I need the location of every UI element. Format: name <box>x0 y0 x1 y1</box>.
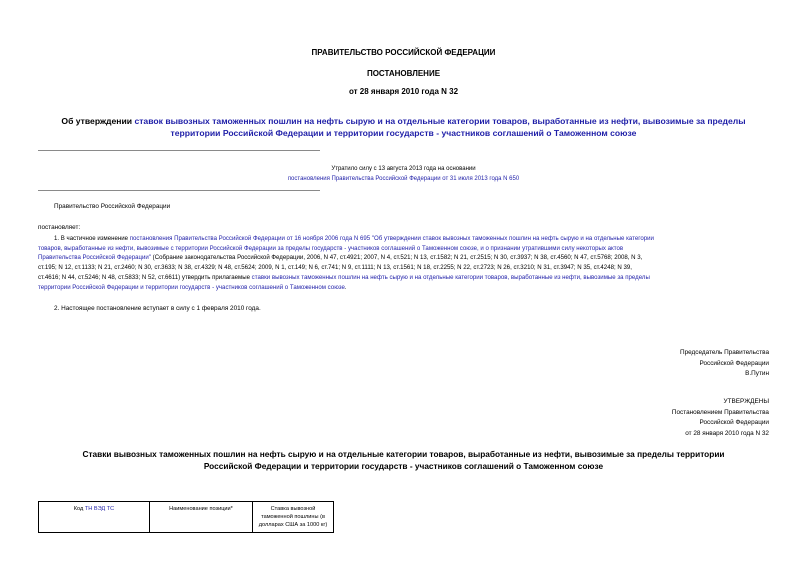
tn-ved-link[interactable]: ТН ВЭД ТС <box>84 506 115 512</box>
item-1-end: . <box>344 283 347 291</box>
item-1-link-part3[interactable]: Правительства Российской Федерации" <box>38 254 151 262</box>
col-header-code <box>39 502 150 533</box>
title-link-part1[interactable]: ставок вывозных таможенных пошлин на нефть сырую и на отдельные категории товаров, выработанные из нефти, вывозимые за пределы <box>134 116 746 126</box>
document-title <box>0 115 807 139</box>
item-1-link-part1[interactable]: постановления Правительства Российской Федерации от 16 ноября 2006 года N 695 "Об утверждении ставок вывозных таможенных пошлин на нефть сырую и на отдельные категории <box>129 235 654 242</box>
signature-country: Российской Федерации <box>699 359 769 367</box>
item-1-paragraph <box>38 234 769 292</box>
item-1-link-part2[interactable]: товаров, выработанные из нефти, вывозимые с территории Российской Федерации за пределы государств - участников соглашений о Таможенном союзе, и о признании утратившими силу некоторых актов <box>38 244 624 252</box>
col-header-code-prefix: Код <box>73 506 85 512</box>
item-1-citation-line5: ст.4616; N 44, ст.5246; N 48, ст.5833; N 52, ст.6611) утвердить прилагаемые <box>38 273 252 281</box>
validity-note <box>0 165 807 184</box>
approval-heading: УТВЕРЖДЕНЫ <box>723 398 769 405</box>
approval-authority: Постановлением Правительства <box>671 408 769 416</box>
decrees-word: постановляет: <box>38 224 81 231</box>
rates-table <box>38 501 334 533</box>
item-1-lead: 1. В частичное изменение <box>54 235 130 242</box>
approval-country: Российской Федерации <box>699 419 769 426</box>
col-header-name: Наименование позиции* <box>150 502 253 533</box>
table-header-row <box>39 502 334 533</box>
annex-title <box>0 448 807 472</box>
signature-name: В.Путин <box>745 370 769 377</box>
item-1-rates-link-part2[interactable]: территории Российской Федерации и территории государств - участников соглашений о Таможенном союзе <box>38 283 345 291</box>
col-header-rate: Ставка вывозной таможенной пошлины (в долларах США за 1000 кг) <box>253 502 334 533</box>
validity-note-line1: Утратило силу с 13 августа 2013 года на основании <box>331 166 476 172</box>
approval-block <box>672 397 769 439</box>
title-link-part2[interactable]: территории Российской Федерации и территории государств - участников соглашений о Таможенном союзе <box>170 128 637 138</box>
item-1-rates-link-part1[interactable]: ставки вывозных таможенных пошлин на нефть сырую и на отдельные категории товаров, выработанные из нефти, вывозимые за пределы <box>251 273 650 281</box>
signature-position: Председатель Правительства <box>680 349 769 356</box>
item-2-paragraph: 2. Настоящее постановление вступает в силу с 1 февраля 2010 года. <box>54 305 261 312</box>
annex-title-line2: Российской Федерации и территории государств - участников соглашений о Таможенном союзе <box>203 461 604 471</box>
annex-title-line1: Ставки вывозных таможенных пошлин на нефть сырую и на отдельные категории товаров, выработанные из нефти, вывозимые за пределы территории <box>82 449 725 459</box>
item-1-citation-start: (Собрание законодательства Российской Федерации, 2006, N 47, ст.4921; 2007, N 4, ст.521; N 13, ст.1582; N 21, ст.2515; N 30, ст.3937; N 38, ст.4560; N 47, ст.5768; 2008, N 3, <box>150 254 643 262</box>
government-name: ПРАВИТЕЛЬСТВО РОССИЙСКОЙ ФЕДЕРАЦИИ <box>311 48 496 57</box>
title-prefix: Об утверждении <box>61 116 135 126</box>
validity-note-link[interactable]: постановления Правительства Российской Федерации от 31 июля 2013 года N 650 <box>287 175 520 182</box>
issuer: Правительство Российской Федерации <box>54 203 171 210</box>
item-1-citation-line4: ст.195; N 12, ст.1133; N 21, ст.2460; N 30, ст.3633; N 38, ст.4329; N 48, ст.5624; 2009, N 1, ст.149; N 6, ст.741; N 9, ст.1111; N 13, ст.1561; N 18, ст.2255; N 22, ст.2723; N 26, ст.3210; N 31, ст.3947; N 35, ст.4248; N 39, <box>38 264 632 272</box>
document-date-number: от 28 января 2010 года N 32 <box>348 87 459 96</box>
document-type: ПОСТАНОВЛЕНИЕ <box>366 69 441 78</box>
divider-top <box>38 150 320 151</box>
signature-block <box>680 348 769 380</box>
approval-date: от 28 января 2010 года N 32 <box>685 429 769 437</box>
divider-bottom <box>38 190 320 191</box>
